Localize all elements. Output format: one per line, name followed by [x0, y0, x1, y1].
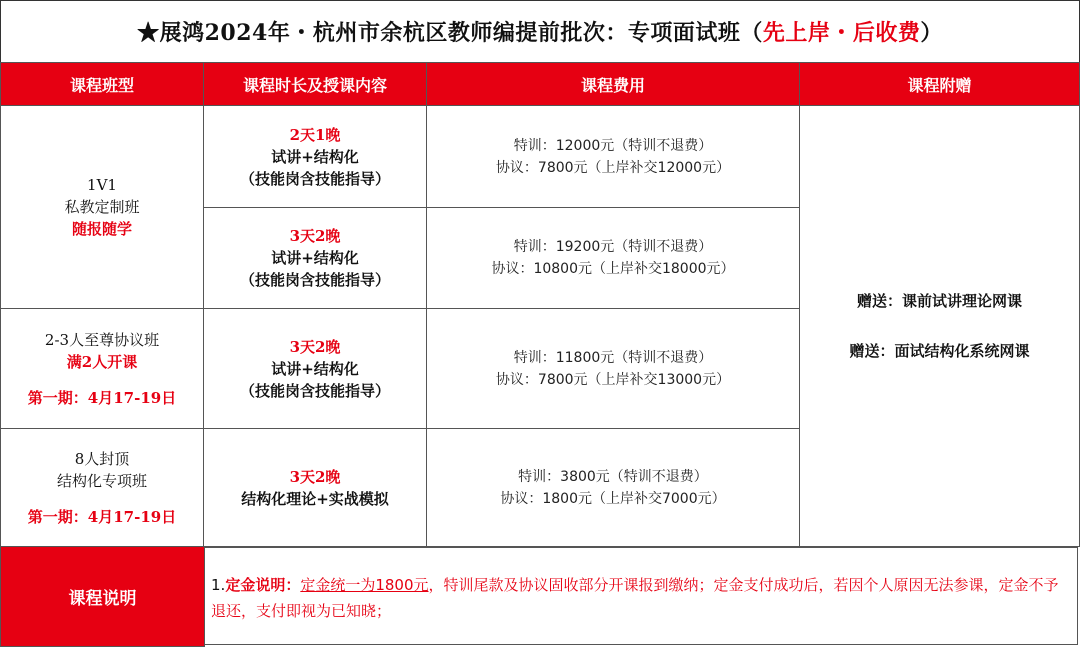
- content: 试讲+结构化: [271, 249, 359, 267]
- note-rest: ，特训尾款及协议固收部分开课报到缴纳；定金支付成功后，若因个人原因无法参课，定金不予退还，支付即视为已知晓；: [211, 576, 1059, 620]
- type-line2: 私教定制班: [64, 198, 140, 216]
- fee-special: 特训：11800元（特训不退费）: [513, 349, 713, 366]
- content-row-3: [203, 308, 427, 429]
- fee-special: 特训：12000元（特训不退费）: [513, 137, 713, 154]
- duration: 3天2晚: [289, 227, 341, 245]
- note-text: [204, 547, 1078, 645]
- title-suffix: ）: [920, 20, 943, 46]
- fee-row-1: [426, 105, 800, 208]
- content-row-4: [203, 428, 427, 547]
- gift-item-2: 赠送：面试结构化系统网课: [849, 342, 1030, 360]
- type-line1: 2-3人至尊协议班: [44, 330, 160, 349]
- title-prefix: ★展鸿2024年・杭州市余杭区教师编提前批次：专项面试班（: [137, 20, 763, 46]
- fee-special: 特训：19200元（特训不退费）: [513, 239, 713, 255]
- type-line3: 随报随学: [71, 220, 132, 238]
- fee-agreement: 协议：7800元（上岸补交12000元）: [495, 159, 731, 176]
- content: 试讲+结构化: [271, 147, 359, 166]
- gift-cell: [799, 105, 1080, 547]
- fee-agreement: 协议：1800元（上岸补交7000元）: [500, 490, 726, 507]
- duration: 3天2晚: [289, 467, 341, 486]
- content-row-1: [203, 105, 427, 208]
- course-type-structured: [0, 428, 204, 547]
- note-prefix: 1.: [211, 576, 226, 594]
- note-underlined: 定金统一为1800元: [300, 576, 429, 594]
- type-line3: 第一期：4月17-19日: [27, 388, 177, 407]
- content-note: （技能岗含技能指导）: [239, 381, 390, 400]
- fee-agreement: 协议：10800元（上岸补交18000元）: [491, 261, 735, 277]
- content: 结构化理论+实战模拟: [241, 489, 389, 508]
- content-row-2: [203, 207, 427, 309]
- header-gift: 课程附赠: [799, 62, 1080, 106]
- header-duration-content: 课程时长及授课内容: [203, 62, 427, 106]
- duration: 3天2晚: [289, 337, 341, 356]
- course-type-agreement: [0, 308, 204, 429]
- type-line2: 结构化专项班: [56, 471, 147, 490]
- type-line3: 第一期：4月17-19日: [27, 507, 177, 526]
- fee-row-3: [426, 308, 800, 429]
- fee-row-4: [426, 428, 800, 547]
- content-note: （技能岗含技能指导）: [239, 271, 390, 289]
- fee-agreement: 协议：7800元（上岸补交13000元）: [495, 371, 731, 388]
- note-label: 课程说明: [0, 546, 205, 647]
- title-highlight: 先上岸・后收费: [762, 20, 921, 46]
- header-course-type: 课程班型: [0, 62, 204, 106]
- note-bold: 定金说明：: [225, 576, 301, 594]
- type-line1: 1V1: [87, 176, 117, 194]
- gift-item-1: 赠送：课前试讲理论网课: [856, 292, 1022, 310]
- fee-special: 特训：3800元（特训不退费）: [518, 468, 708, 485]
- content: 试讲+结构化: [271, 359, 359, 378]
- duration: 2天1晚: [289, 125, 341, 144]
- header-fee: 课程费用: [426, 62, 800, 106]
- fee-row-2: [426, 207, 800, 309]
- type-line2: 满2人开课: [66, 352, 138, 371]
- content-note: （技能岗含技能指导）: [239, 169, 390, 188]
- type-line1: 8人封顶: [74, 449, 130, 468]
- page-title: [0, 0, 1080, 63]
- course-type-1v1: [0, 105, 204, 309]
